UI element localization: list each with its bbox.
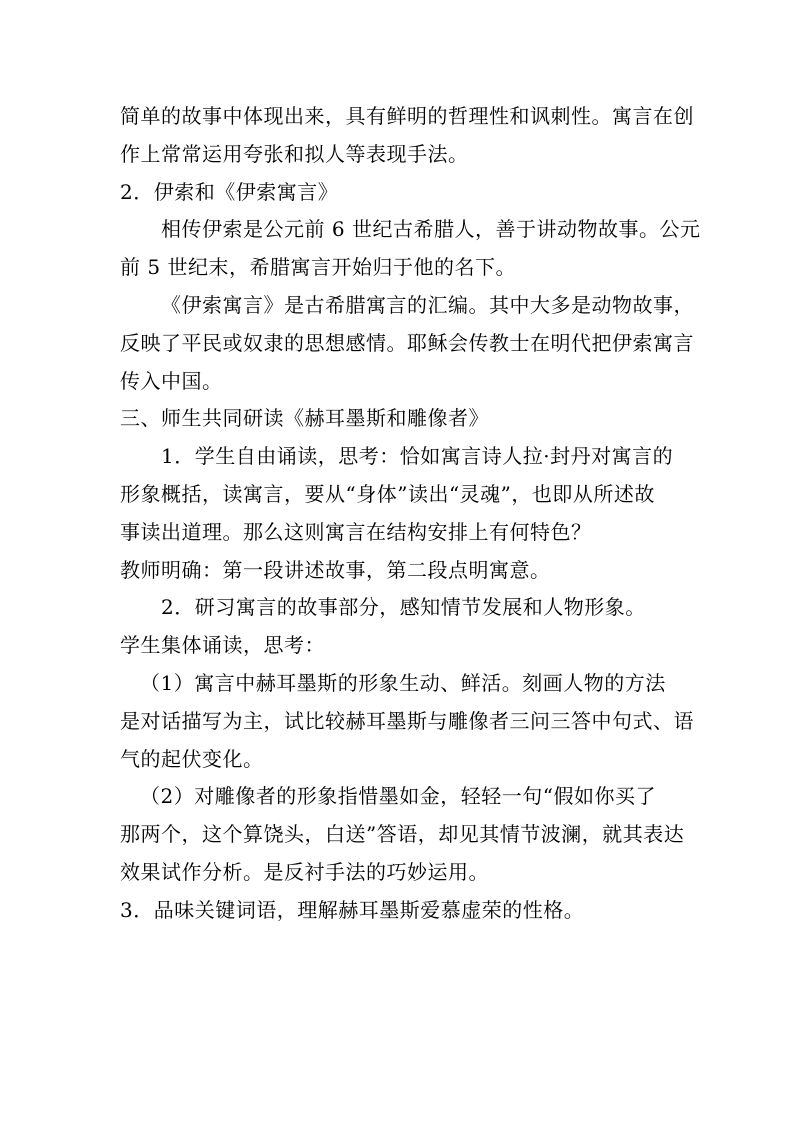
paragraph-line: 传入中国。 [120,368,223,393]
paragraph-line: 2．研习寓言的故事部分，感知情节发展和人物形象。 [161,595,646,620]
paragraph-line: 简单的故事中体现出来，具有鲜明的哲理性和讽刺性。寓言在创 [120,104,694,128]
paragraph-line: 那两个，这个算饶头，白送”答语，却见其情节波澜，就其表达 [120,822,685,847]
paragraph-line: 1．学生自由诵读，思考：恰如寓言诗人拉·封丹对寓言的 [161,444,674,469]
document-body [120,98,701,930]
section-heading: 三、师生共同研读《赫耳墨斯和雕像者》 [120,406,489,431]
paragraph-line: 气的起伏变化。 [120,746,264,771]
paragraph-line: 相传伊索是公元前 6 世纪古希腊人，善于讲动物故事。公元 [161,217,701,242]
paragraph-line: 学生集体诵读，思考： [120,633,325,658]
section-heading: 3．品味关键词语，理解赫耳墨斯爱慕虚荣的性格。 [120,897,585,922]
paragraph-line: 教师明确：第一段讲述故事，第二段点明寓意。 [120,557,551,582]
paragraph-line: 反映了平民或奴隶的思想感情。耶稣会传教士在明代把伊索寓言 [120,330,694,355]
paragraph-line: 前 5 世纪末，希腊寓言开始归于他的名下。 [120,255,516,280]
paragraph-line: （2）对雕像者的形象指惜墨如金，轻轻一句“假如你买了 [140,784,656,809]
paragraph-line: 是对话描写为主，试比较赫耳墨斯与雕像者三问三答中句式、语 [120,708,694,733]
paragraph-line: 事读出道理。那么这则寓言在结构安排上有何特色？ [120,519,592,544]
paragraph-line: 效果试作分析。是反衬手法的巧妙运用。 [120,859,489,884]
paragraph-line: （1）寓言中赫耳墨斯的形象生动、鲜活。刻画人物的方法 [140,670,666,695]
paragraph-line: 形象概括，读寓言，要从“身体”读出“灵魂”，也即从所述故 [120,481,655,506]
paragraph-line: 作上常常运用夸张和拟人等表现手法。 [120,141,469,166]
section-heading: 2．伊索和《伊索寓言》 [120,179,339,204]
paragraph-line: 《伊索寓言》是古希腊寓言的汇编。其中大多是动物故事， [161,292,694,317]
